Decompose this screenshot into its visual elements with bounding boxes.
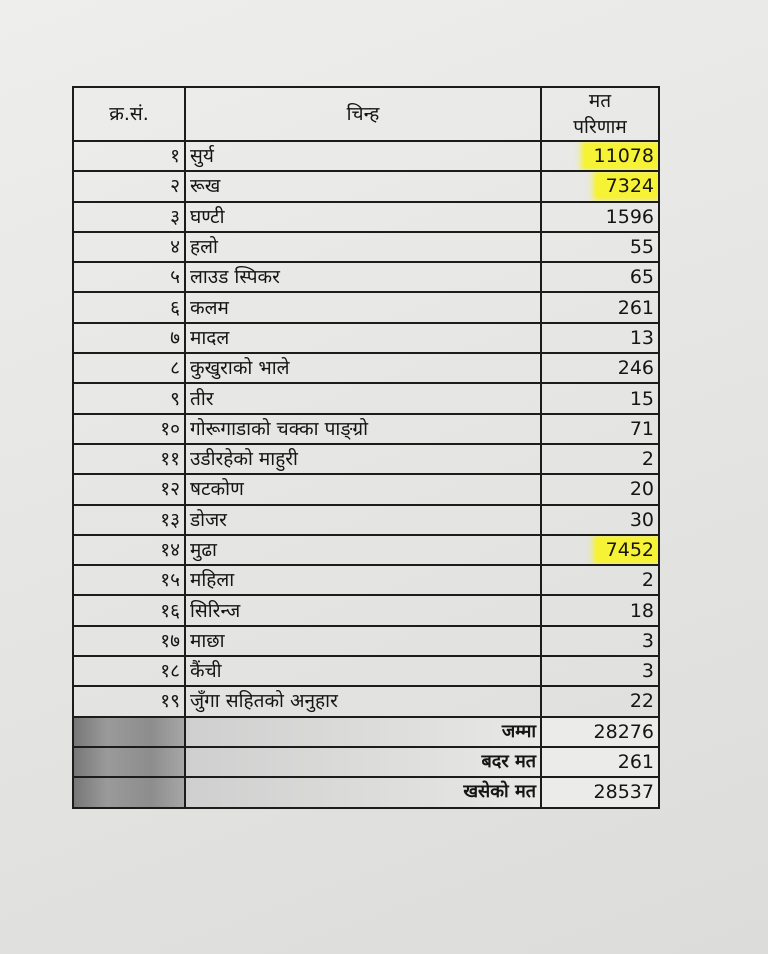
table-row — [73, 353, 659, 383]
summary-row — [73, 717, 659, 747]
serial-number-cell: १८ — [73, 656, 185, 686]
vote-count: 20 — [629, 478, 654, 501]
serial-header: क्र.सं. — [73, 87, 185, 141]
vote-count-cell — [541, 535, 659, 565]
table-row — [73, 383, 659, 413]
symbol-name-cell: कुखुराको भाले — [185, 353, 541, 383]
vote-count-cell — [541, 414, 659, 444]
vote-count: 65 — [629, 266, 654, 289]
table-row — [73, 474, 659, 504]
summary-label: बदर मत — [185, 747, 541, 777]
vote-count: 15 — [629, 387, 654, 410]
vote-count-cell — [541, 353, 659, 383]
table-row — [73, 292, 659, 322]
vote-count-cell — [541, 141, 659, 171]
symbol-name-cell: कैंची — [185, 656, 541, 686]
symbol-name-cell: सिरिन्ज — [185, 595, 541, 625]
symbol-name-cell: घण्टी — [185, 202, 541, 232]
vote-count-cell — [541, 262, 659, 292]
table-row — [73, 414, 659, 444]
vote-count: 18 — [629, 599, 654, 622]
serial-number-cell: १९ — [73, 686, 185, 716]
redacted-cell — [73, 747, 185, 777]
vote-count: 22 — [629, 690, 654, 713]
highlighted-vote-count: 11078 — [584, 144, 658, 168]
symbol-name-cell: षटकोण — [185, 474, 541, 504]
symbol-name-cell: डोजर — [185, 505, 541, 535]
vote-count-cell — [541, 656, 659, 686]
vote-count: 1596 — [605, 205, 654, 228]
redacted-cell — [73, 777, 185, 807]
table-row — [73, 262, 659, 292]
vote-count-cell — [541, 686, 659, 716]
table-row — [73, 323, 659, 353]
vote-count-cell — [541, 444, 659, 474]
summary-label: जम्मा — [185, 717, 541, 747]
symbol-name-cell: मुढा — [185, 535, 541, 565]
vote-count-cell — [541, 595, 659, 625]
symbol-name-cell: हलो — [185, 232, 541, 262]
vote-count: 246 — [617, 357, 654, 380]
serial-number-cell: १ — [73, 141, 185, 171]
symbol-name-cell: उडीरहेको माहुरी — [185, 444, 541, 474]
vote-count: 2 — [641, 448, 654, 471]
serial-number-cell: १७ — [73, 626, 185, 656]
serial-number-cell: २ — [73, 171, 185, 201]
symbol-name-cell: सुर्य — [185, 141, 541, 171]
table-row — [73, 232, 659, 262]
result-header — [541, 87, 659, 141]
table-body — [73, 141, 659, 717]
result-header-line2: परिणाम — [573, 116, 627, 138]
summary-body — [73, 717, 659, 808]
table-row — [73, 505, 659, 535]
symbol-header: चिन्ह — [185, 87, 541, 141]
symbol-name-cell: कलम — [185, 292, 541, 322]
highlighted-vote-count: 7324 — [596, 174, 658, 198]
summary-row — [73, 747, 659, 777]
serial-number-cell: ७ — [73, 323, 185, 353]
serial-number-cell: ६ — [73, 292, 185, 322]
table-header-row — [73, 87, 659, 141]
symbol-name-cell: माछा — [185, 626, 541, 656]
symbol-name-cell: गोरूगाडाको चक्का पाङ्ग्रो — [185, 414, 541, 444]
summary-label: खसेको मत — [185, 777, 541, 807]
table-row — [73, 535, 659, 565]
vote-count: 71 — [629, 417, 654, 440]
serial-number-cell: ४ — [73, 232, 185, 262]
vote-count: 2 — [641, 569, 654, 592]
vote-count-cell — [541, 232, 659, 262]
table-row — [73, 171, 659, 201]
table-row — [73, 626, 659, 656]
serial-number-cell: ८ — [73, 353, 185, 383]
vote-results-table — [72, 86, 660, 809]
vote-count: 55 — [629, 236, 654, 259]
redacted-cell — [73, 717, 185, 747]
vote-count-cell — [541, 474, 659, 504]
symbol-name-cell: रूख — [185, 171, 541, 201]
vote-count-cell — [541, 505, 659, 535]
vote-count: 3 — [641, 629, 654, 652]
vote-count-cell — [541, 202, 659, 232]
symbol-name-cell: लाउड स्पिकर — [185, 262, 541, 292]
serial-number-cell: ५ — [73, 262, 185, 292]
symbol-name-cell: तीर — [185, 383, 541, 413]
serial-number-cell: १२ — [73, 474, 185, 504]
vote-count-cell — [541, 383, 659, 413]
vote-count-cell — [541, 626, 659, 656]
summary-value: 261 — [541, 747, 659, 777]
symbol-name-cell: मादल — [185, 323, 541, 353]
vote-count: 261 — [617, 296, 654, 319]
vote-count-cell — [541, 323, 659, 353]
vote-count: 3 — [641, 660, 654, 683]
serial-number-cell: १५ — [73, 565, 185, 595]
vote-count-cell — [541, 171, 659, 201]
highlighted-vote-count: 7452 — [596, 538, 658, 562]
serial-number-cell: १३ — [73, 505, 185, 535]
table-row — [73, 202, 659, 232]
vote-count-cell — [541, 565, 659, 595]
table-row — [73, 141, 659, 171]
serial-number-cell: १० — [73, 414, 185, 444]
summary-value: 28276 — [541, 717, 659, 747]
serial-number-cell: ११ — [73, 444, 185, 474]
summary-row — [73, 777, 659, 807]
symbol-name-cell: जुँगा सहितको अनुहार — [185, 686, 541, 716]
summary-value: 28537 — [541, 777, 659, 807]
vote-count: 13 — [629, 326, 654, 349]
serial-number-cell: ९ — [73, 383, 185, 413]
vote-count: 30 — [629, 508, 654, 531]
serial-number-cell: १४ — [73, 535, 185, 565]
serial-number-cell: १६ — [73, 595, 185, 625]
table-row — [73, 565, 659, 595]
table-row — [73, 444, 659, 474]
vote-count-cell — [541, 292, 659, 322]
symbol-name-cell: महिला — [185, 565, 541, 595]
serial-number-cell: ३ — [73, 202, 185, 232]
table-row — [73, 595, 659, 625]
table-row — [73, 686, 659, 716]
table-row — [73, 656, 659, 686]
result-header-line1: मत — [588, 90, 612, 112]
